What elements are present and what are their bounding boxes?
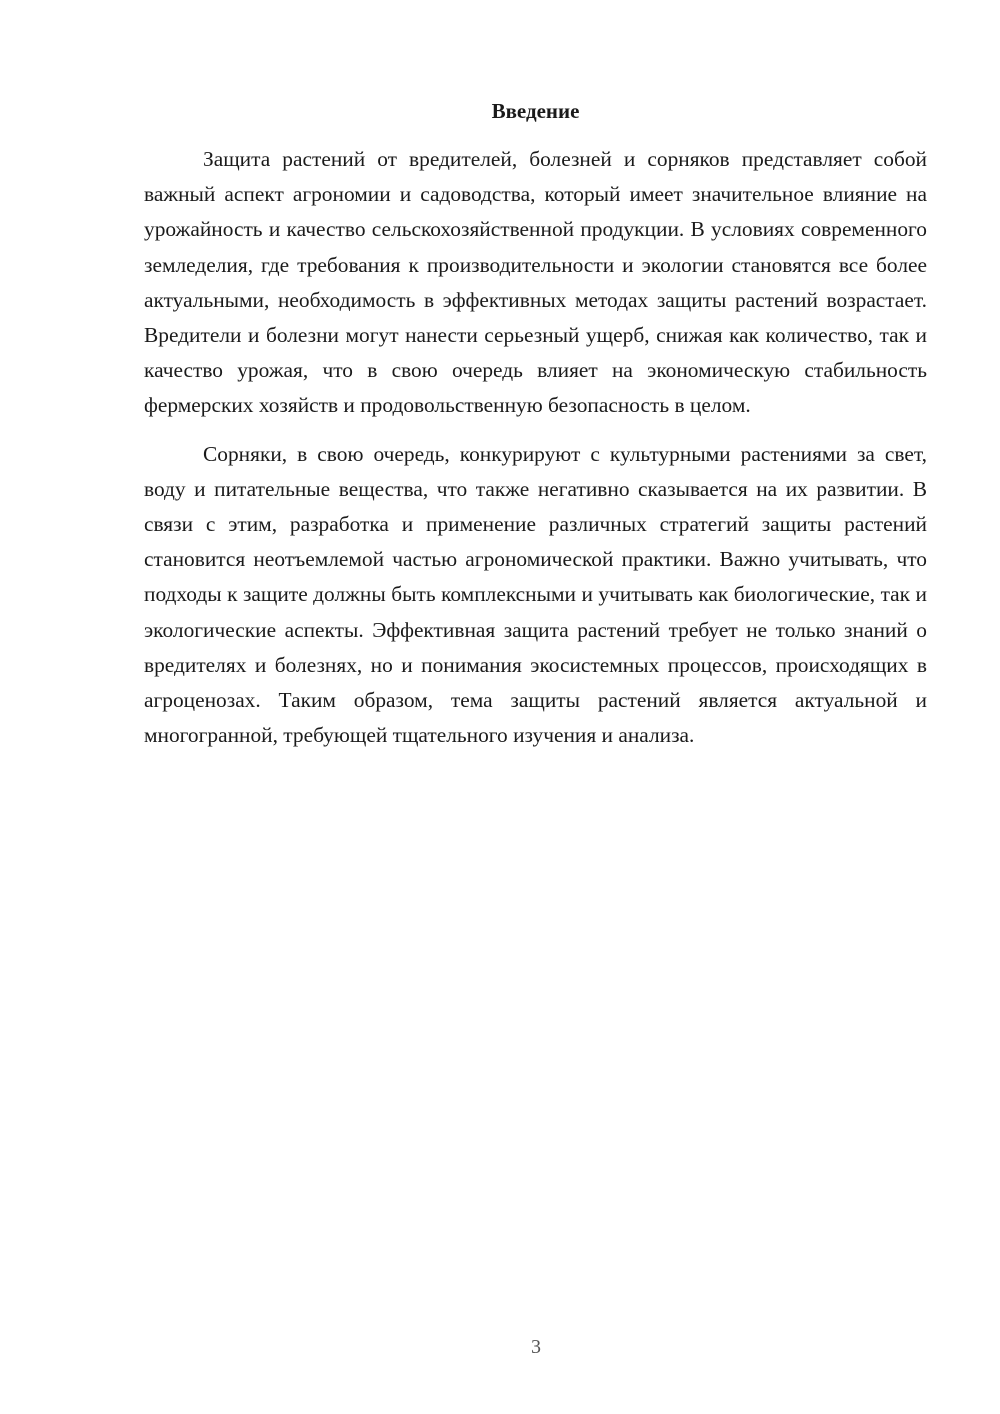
body-text bbox=[144, 142, 927, 753]
section-title: Введение bbox=[491, 99, 580, 123]
paragraph-2: Сорняки, в свою очередь, конкурируют с культурными растениями за свет, воду и питательные вещества, что также негативно сказывается на их развитии. В связи с этим, разработка и применение различных стратегий защиты растений становится неотъемлемой частью агрономической практики. Важно учитывать, что подходы к защите должны быть комплексными и учитывать как биологические, так и экологические аспекты. Эффективная защита растений требует не только знаний о вредителях и болезнях, но и понимания экосистемных процессов, происходящих в агроценозах. Таким образом, тема защиты растений является актуальной и многогранной, требующей тщательного изучения и анализа. bbox=[144, 441, 927, 748]
page-number: 3 bbox=[531, 1336, 541, 1358]
paragraph-1: Защита растений от вредителей, болезней и сорняков представляет собой важный аспект агрономии и садоводства, который имеет значительное влияние на урожайность и качество сельскохозяйственной продукции. В условиях современного земледелия, где требования к производительности и экологии становятся все более актуальными, необходимость в эффективных методах защиты растений возрастает. Вредители и болезни могут нанести серьезный ущерб, снижая как количество, так и качество урожая, что в свою очередь влияет на экономическую стабильность фермерских хозяйств и продовольственную безопасность в целом. bbox=[144, 147, 927, 418]
